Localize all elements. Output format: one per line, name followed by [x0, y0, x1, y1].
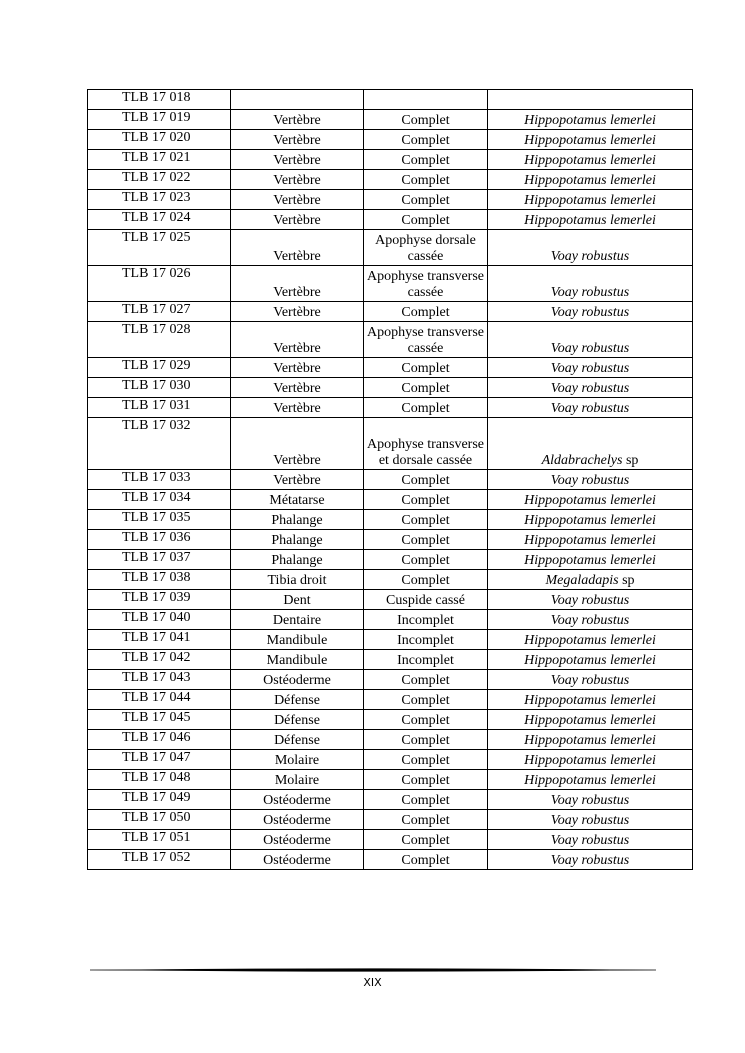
table-row	[88, 550, 693, 570]
specimen-id-cell: TLB 17 035	[88, 510, 231, 530]
specimen-id-cell: TLB 17 038	[88, 570, 231, 590]
state-cell: Complet	[364, 530, 488, 550]
specimen-id-cell: TLB 17 051	[88, 830, 231, 850]
specimen-id-cell: TLB 17 052	[88, 850, 231, 870]
element-cell: Défense	[231, 690, 364, 710]
specimen-id-cell: TLB 17 032	[88, 418, 231, 470]
state-cell: Apophyse transverse cassée	[364, 322, 488, 358]
specimen-id-cell: TLB 17 050	[88, 810, 231, 830]
taxon-cell	[488, 170, 693, 190]
taxon-name: Hippopotamus lemerlei	[524, 513, 656, 528]
table-row	[88, 266, 693, 302]
table-row	[88, 570, 693, 590]
element-cell: Ostéoderme	[231, 790, 364, 810]
taxon-qualifier: sp	[622, 453, 639, 468]
taxon-name: Voay robustus	[550, 613, 630, 628]
specimen-id-cell: TLB 17 049	[88, 790, 231, 810]
specimen-id-cell: TLB 17 039	[88, 590, 231, 610]
taxon-cell	[488, 530, 693, 550]
table-row	[88, 610, 693, 630]
specimen-rows	[88, 90, 693, 870]
specimen-id-cell: TLB 17 024	[88, 210, 231, 230]
element-cell: Défense	[231, 710, 364, 730]
taxon-cell	[488, 110, 693, 130]
taxon-cell	[488, 650, 693, 670]
taxon-name: Voay robustus	[550, 401, 630, 416]
taxon-cell	[488, 590, 693, 610]
element-cell: Vertèbre	[231, 150, 364, 170]
state-cell: Complet	[364, 398, 488, 418]
taxon-name: Voay robustus	[550, 833, 630, 848]
taxon-name: Hippopotamus lemerlei	[524, 493, 656, 508]
table-row	[88, 110, 693, 130]
element-cell: Mandibule	[231, 650, 364, 670]
element-cell: Vertèbre	[231, 302, 364, 322]
table-row	[88, 790, 693, 810]
element-cell: Vertèbre	[231, 110, 364, 130]
specimen-id-cell: TLB 17 046	[88, 730, 231, 750]
table-row	[88, 770, 693, 790]
taxon-name: Hippopotamus lemerlei	[524, 193, 656, 208]
table-row	[88, 210, 693, 230]
taxon-cell	[488, 190, 693, 210]
state-cell: Apophyse transverse cassée	[364, 266, 488, 302]
taxon-cell	[488, 322, 693, 358]
state-cell: Complet	[364, 130, 488, 150]
table-row	[88, 322, 693, 358]
element-cell: Vertèbre	[231, 210, 364, 230]
state-cell: Complet	[364, 302, 488, 322]
taxon-cell	[488, 210, 693, 230]
taxon-name: Hippopotamus lemerlei	[524, 653, 656, 668]
specimen-id-cell: TLB 17 043	[88, 670, 231, 690]
table-row	[88, 710, 693, 730]
taxon-qualifier: sp	[618, 573, 635, 588]
taxon-cell	[488, 510, 693, 530]
table-row	[88, 190, 693, 210]
element-cell: Vertèbre	[231, 378, 364, 398]
specimen-table	[87, 89, 693, 870]
state-cell: Cuspide cassé	[364, 590, 488, 610]
element-cell: Vertèbre	[231, 418, 364, 470]
state-cell: Incomplet	[364, 650, 488, 670]
state-cell: Complet	[364, 358, 488, 378]
taxon-name: Hippopotamus lemerlei	[524, 153, 656, 168]
taxon-name: Voay robustus	[550, 381, 630, 396]
taxon-name: Voay robustus	[550, 813, 630, 828]
specimen-id-cell: TLB 17 030	[88, 378, 231, 398]
table-row	[88, 590, 693, 610]
taxon-name: Voay robustus	[550, 673, 630, 688]
state-cell: Complet	[364, 790, 488, 810]
table-row	[88, 418, 693, 470]
table-row	[88, 510, 693, 530]
taxon-cell	[488, 90, 693, 110]
state-cell: Complet	[364, 810, 488, 830]
table-row	[88, 630, 693, 650]
taxon-cell	[488, 630, 693, 650]
element-cell: Vertèbre	[231, 266, 364, 302]
state-cell: Apophyse dorsale cassée	[364, 230, 488, 266]
element-cell: Métatarse	[231, 490, 364, 510]
table-row	[88, 130, 693, 150]
specimen-id-cell: TLB 17 033	[88, 470, 231, 490]
taxon-name: Voay robustus	[550, 853, 630, 868]
taxon-name: Voay robustus	[550, 361, 630, 376]
element-cell: Vertèbre	[231, 358, 364, 378]
specimen-id-cell: TLB 17 025	[88, 230, 231, 266]
taxon-cell	[488, 358, 693, 378]
element-cell: Tibia droit	[231, 570, 364, 590]
taxon-cell	[488, 690, 693, 710]
state-cell	[364, 90, 488, 110]
page-number: XIX	[363, 976, 382, 989]
state-cell: Incomplet	[364, 610, 488, 630]
table-row	[88, 730, 693, 750]
specimen-id-cell: TLB 17 048	[88, 770, 231, 790]
taxon-name: Hippopotamus lemerlei	[524, 133, 656, 148]
specimen-id-cell: TLB 17 041	[88, 630, 231, 650]
table-row	[88, 470, 693, 490]
taxon-cell	[488, 810, 693, 830]
state-cell: Complet	[364, 378, 488, 398]
table-row	[88, 302, 693, 322]
element-cell: Phalange	[231, 530, 364, 550]
state-cell: Complet	[364, 490, 488, 510]
taxon-name: Voay robustus	[550, 341, 630, 356]
taxon-name: Hippopotamus lemerlei	[524, 633, 656, 648]
table-row	[88, 830, 693, 850]
taxon-cell	[488, 230, 693, 266]
taxon-name: Hippopotamus lemerlei	[524, 693, 656, 708]
taxon-name: Megaladapis	[545, 573, 619, 588]
taxon-name: Voay robustus	[550, 305, 630, 320]
element-cell: Ostéoderme	[231, 670, 364, 690]
specimen-id-cell: TLB 17 026	[88, 266, 231, 302]
taxon-cell	[488, 266, 693, 302]
taxon-cell	[488, 790, 693, 810]
taxon-cell	[488, 670, 693, 690]
taxon-name: Voay robustus	[550, 249, 630, 264]
state-cell: Complet	[364, 550, 488, 570]
taxon-cell	[488, 610, 693, 630]
taxon-name: Hippopotamus lemerlei	[524, 733, 656, 748]
taxon-name: Voay robustus	[550, 793, 630, 808]
element-cell: Vertèbre	[231, 130, 364, 150]
state-cell: Complet	[364, 770, 488, 790]
element-cell: Vertèbre	[231, 170, 364, 190]
specimen-id-cell: TLB 17 036	[88, 530, 231, 550]
element-cell: Ostéoderme	[231, 810, 364, 830]
state-cell: Complet	[364, 710, 488, 730]
taxon-cell	[488, 850, 693, 870]
element-cell: Molaire	[231, 750, 364, 770]
element-cell	[231, 90, 364, 110]
state-cell: Complet	[364, 190, 488, 210]
state-cell: Incomplet	[364, 630, 488, 650]
taxon-cell	[488, 470, 693, 490]
taxon-name: Hippopotamus lemerlei	[524, 773, 656, 788]
specimen-id-cell: TLB 17 027	[88, 302, 231, 322]
specimen-id-cell: TLB 17 045	[88, 710, 231, 730]
table-row	[88, 810, 693, 830]
specimen-id-cell: TLB 17 031	[88, 398, 231, 418]
element-cell: Ostéoderme	[231, 830, 364, 850]
specimen-id-cell: TLB 17 020	[88, 130, 231, 150]
taxon-cell	[488, 770, 693, 790]
specimen-id-cell: TLB 17 029	[88, 358, 231, 378]
taxon-cell	[488, 710, 693, 730]
element-cell: Dent	[231, 590, 364, 610]
element-cell: Vertèbre	[231, 398, 364, 418]
table-row	[88, 650, 693, 670]
taxon-cell	[488, 730, 693, 750]
state-cell: Complet	[364, 110, 488, 130]
element-cell: Phalange	[231, 510, 364, 530]
table-row	[88, 490, 693, 510]
table-row	[88, 170, 693, 190]
table-row	[88, 690, 693, 710]
specimen-id-cell: TLB 17 021	[88, 150, 231, 170]
taxon-cell	[488, 490, 693, 510]
specimen-id-cell: TLB 17 037	[88, 550, 231, 570]
element-cell: Dentaire	[231, 610, 364, 630]
taxon-name: Hippopotamus lemerlei	[524, 113, 656, 128]
table-row	[88, 850, 693, 870]
taxon-name: Voay robustus	[550, 593, 630, 608]
table-row	[88, 530, 693, 550]
element-cell: Mandibule	[231, 630, 364, 650]
taxon-cell	[488, 550, 693, 570]
state-cell: Complet	[364, 170, 488, 190]
specimen-id-cell: TLB 17 018	[88, 90, 231, 110]
element-cell: Molaire	[231, 770, 364, 790]
table-row	[88, 670, 693, 690]
element-cell: Vertèbre	[231, 470, 364, 490]
taxon-cell	[488, 570, 693, 590]
table-row	[88, 750, 693, 770]
specimen-id-cell: TLB 17 019	[88, 110, 231, 130]
element-cell: Vertèbre	[231, 230, 364, 266]
taxon-cell	[488, 830, 693, 850]
element-cell: Vertèbre	[231, 322, 364, 358]
state-cell: Complet	[364, 750, 488, 770]
taxon-name: Hippopotamus lemerlei	[524, 553, 656, 568]
element-cell: Phalange	[231, 550, 364, 570]
state-cell: Complet	[364, 850, 488, 870]
specimen-id-cell: TLB 17 028	[88, 322, 231, 358]
table-row	[88, 90, 693, 110]
taxon-cell	[488, 398, 693, 418]
state-cell: Complet	[364, 730, 488, 750]
specimen-id-cell: TLB 17 042	[88, 650, 231, 670]
taxon-cell	[488, 150, 693, 170]
taxon-cell	[488, 418, 693, 470]
element-cell: Ostéoderme	[231, 850, 364, 870]
state-cell: Complet	[364, 830, 488, 850]
taxon-cell	[488, 750, 693, 770]
state-cell: Complet	[364, 470, 488, 490]
state-cell: Apophyse transverse et dorsale cassée	[364, 418, 488, 470]
state-cell: Complet	[364, 570, 488, 590]
taxon-cell	[488, 302, 693, 322]
specimen-id-cell: TLB 17 044	[88, 690, 231, 710]
element-cell: Vertèbre	[231, 190, 364, 210]
taxon-name: Hippopotamus lemerlei	[524, 753, 656, 768]
specimen-id-cell: TLB 17 047	[88, 750, 231, 770]
specimen-id-cell: TLB 17 023	[88, 190, 231, 210]
state-cell: Complet	[364, 510, 488, 530]
state-cell: Complet	[364, 210, 488, 230]
element-cell: Défense	[231, 730, 364, 750]
specimen-id-cell: TLB 17 022	[88, 170, 231, 190]
taxon-cell	[488, 130, 693, 150]
taxon-name: Hippopotamus lemerlei	[524, 213, 656, 228]
specimen-id-cell: TLB 17 040	[88, 610, 231, 630]
taxon-name: Aldabrachelys	[541, 453, 623, 468]
state-cell: Complet	[364, 690, 488, 710]
table-row	[88, 398, 693, 418]
taxon-name: Voay robustus	[550, 285, 630, 300]
taxon-name: Voay robustus	[550, 473, 630, 488]
specimen-id-cell: TLB 17 034	[88, 490, 231, 510]
table-row	[88, 150, 693, 170]
taxon-name: Hippopotamus lemerlei	[524, 533, 656, 548]
table-row	[88, 358, 693, 378]
taxon-name: Hippopotamus lemerlei	[524, 713, 656, 728]
table-row	[88, 378, 693, 398]
state-cell: Complet	[364, 670, 488, 690]
table-row	[88, 230, 693, 266]
taxon-cell	[488, 378, 693, 398]
taxon-name: Hippopotamus lemerlei	[524, 173, 656, 188]
state-cell: Complet	[364, 150, 488, 170]
footer-divider	[90, 966, 656, 974]
